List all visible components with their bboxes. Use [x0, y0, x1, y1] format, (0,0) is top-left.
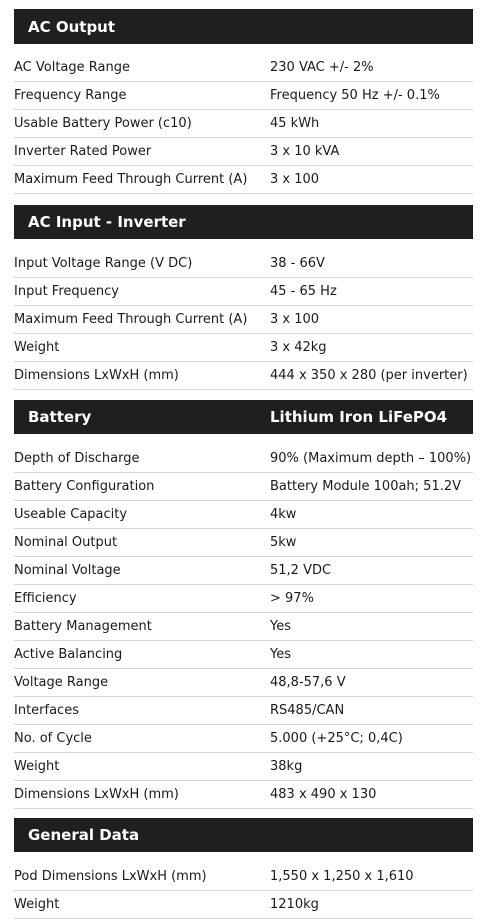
spec-row — [14, 557, 473, 585]
spec-value: 90% (Maximum depth – 100%) — [270, 451, 472, 466]
spec-row — [14, 110, 473, 138]
spec-row — [14, 725, 473, 753]
spec-row — [14, 278, 473, 306]
spec-row — [14, 362, 473, 390]
spec-label: Dimensions LxWxH (mm) — [14, 787, 179, 802]
spec-label: No. of Cycle — [14, 731, 92, 746]
spec-row — [14, 863, 473, 891]
spec-value: 1210kg — [270, 897, 319, 912]
spec-label: Nominal Output — [14, 535, 118, 550]
spec-value: RS485/CAN — [270, 703, 345, 718]
spec-value: 45 kWh — [270, 116, 320, 131]
spec-label: Efficiency — [14, 591, 77, 606]
spec-label: Pod Dimensions LxWxH (mm) — [14, 869, 207, 884]
spec-value: 38 - 66V — [270, 256, 325, 271]
spec-row — [14, 585, 473, 613]
spec-row — [14, 473, 473, 501]
spec-value: 3 x 100 — [270, 312, 320, 327]
spec-label: Voltage Range — [14, 675, 109, 690]
section-title: AC Input - Inverter — [28, 213, 186, 231]
spec-value: Battery Module 100ah; 51.2V — [270, 479, 462, 494]
spec-row — [14, 501, 473, 529]
spec-label: Depth of Discharge — [14, 451, 140, 466]
spec-row — [14, 753, 473, 781]
spec-row — [14, 891, 473, 919]
section-header-ac-output — [14, 9, 473, 44]
section-header-ac-input-inverter — [14, 205, 473, 239]
spec-row — [14, 641, 473, 669]
spec-row — [14, 82, 473, 110]
spec-value: 444 x 350 x 280 (per inverter) — [270, 368, 468, 383]
spec-label: Maximum Feed Through Current (A) — [14, 312, 248, 327]
section-header-general-data — [14, 818, 473, 852]
spec-value: 5.000 (+25°C; 0,4C) — [270, 731, 403, 746]
spec-value: Frequency 50 Hz +/- 0.1% — [270, 88, 440, 103]
spec-value: > 97% — [270, 591, 314, 606]
section-title: General Data — [28, 826, 140, 844]
spec-label: Frequency Range — [14, 88, 127, 103]
spec-label: Weight — [14, 340, 60, 355]
section-title: AC Output — [28, 17, 116, 36]
spec-row — [14, 669, 473, 697]
spec-value: 3 x 42kg — [270, 340, 327, 355]
spec-label: Active Balancing — [14, 647, 123, 662]
spec-row — [14, 250, 473, 278]
spec-row — [14, 445, 473, 473]
spec-label: Dimensions LxWxH (mm) — [14, 368, 179, 383]
spec-row — [14, 54, 473, 82]
spec-row — [14, 334, 473, 362]
spec-row — [14, 306, 473, 334]
spec-label: AC Voltage Range — [14, 60, 130, 75]
spec-value: 483 x 490 x 130 — [270, 787, 377, 802]
spec-value: 3 x 100 — [270, 172, 320, 187]
spec-label: Battery Configuration — [14, 479, 155, 494]
spec-label: Battery Management — [14, 619, 152, 634]
spec-value: 4kw — [270, 507, 297, 522]
spec-label: Nominal Voltage — [14, 563, 121, 578]
spec-label: Input Frequency — [14, 284, 119, 299]
spec-value: 3 x 10 kVA — [270, 144, 340, 159]
spec-label: Usable Battery Power (c10) — [14, 116, 192, 131]
spec-label: Weight — [14, 897, 60, 912]
spec-label: Useable Capacity — [14, 507, 128, 522]
section-title: Battery — [28, 408, 92, 426]
spec-row — [14, 138, 473, 166]
spec-value: Yes — [270, 647, 291, 662]
spec-value: 5kw — [270, 535, 297, 550]
spec-value: 230 VAC +/- 2% — [270, 60, 374, 75]
spec-value: 51,2 VDC — [270, 563, 332, 578]
spec-value: 48,8-57,6 V — [270, 675, 346, 690]
spec-row — [14, 613, 473, 641]
spec-row — [14, 781, 473, 809]
spec-label: Weight — [14, 759, 60, 774]
spec-value: Yes — [270, 619, 291, 634]
spec-row — [14, 529, 473, 557]
section-header-battery — [14, 400, 473, 434]
spec-label: Inverter Rated Power — [14, 144, 152, 159]
spec-row — [14, 697, 473, 725]
spec-value: 38kg — [270, 759, 303, 774]
spec-value: 1,550 x 1,250 x 1,610 — [270, 869, 414, 884]
spec-value: 45 - 65 Hz — [270, 284, 337, 299]
section-title-right: Lithium Iron LiFePO4 — [270, 408, 448, 426]
spec-label: Maximum Feed Through Current (A) — [14, 172, 248, 187]
spec-label: Interfaces — [14, 703, 79, 718]
spec-label: Input Voltage Range (V DC) — [14, 256, 193, 271]
spec-row — [14, 166, 473, 194]
